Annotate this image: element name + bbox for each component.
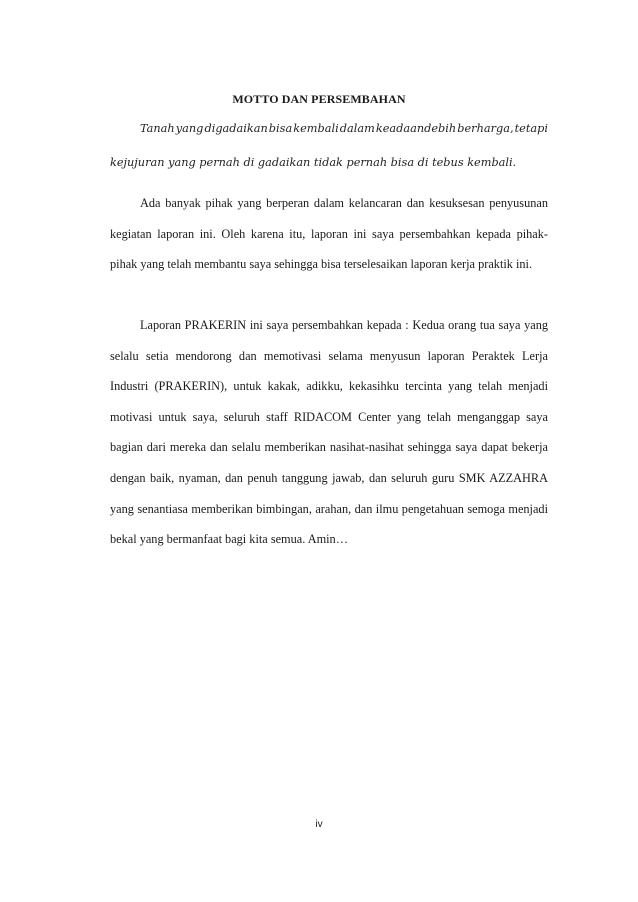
motto-line-1	[140, 122, 548, 135]
page-number: iv	[315, 819, 323, 830]
motto-word: Tanah	[140, 122, 175, 135]
motto-word: digadaikan	[204, 122, 268, 135]
motto-word: berharga,	[457, 122, 514, 135]
motto-word: kembali	[293, 122, 339, 135]
motto-word: tetapi	[514, 122, 548, 135]
page-title: MOTTO DAN PERSEMBAHAN	[232, 92, 406, 106]
motto-word: yang	[175, 122, 204, 135]
motto-word: bisa	[268, 122, 293, 135]
paragraph-dedication: Laporan PRAKERIN ini saya persembahkan kepada : Kedua orang tua saya yang selalu setia mendorong dan memotivasi selama menyusun laporan Peraktek Lerja Industri (PRAKERIN), untuk kakak, adikku, kekasihku tercinta yang telah menjadi motivasi untuk saya, seluruh staff RIDACOM Center yang telah menganggap saya bagian dari mereka dan selalu memberikan nasihat-nasihat sehingga saya dapat bekerja dengan baik, nyaman, dan penuh tanggung jawab, dan seluruh guru SMK AZZAHRA yang senantiasa memberikan bimbingan, arahan, dan ilmu pengetahuan semoga menjadi bekal yang bermanfaat bagi kita semua. Amin…	[110, 318, 548, 547]
paragraph-intro: Ada banyak pihak yang berperan dalam kelancaran dan kesuksesan penyusunan kegiatan laporan ini. Oleh karena itu, laporan ini saya persembahkan kepada pihak- pihak yang telah membantu saya sehingga bisa terselesaikan laporan kerja praktik ini.	[110, 196, 548, 272]
motto-line-2: kejujuran yang pernah di gadaikan tidak pernah bisa di tebus kembali.	[110, 156, 517, 169]
motto-word: dalam	[339, 122, 375, 135]
motto-word: keadaandebih	[375, 122, 457, 135]
